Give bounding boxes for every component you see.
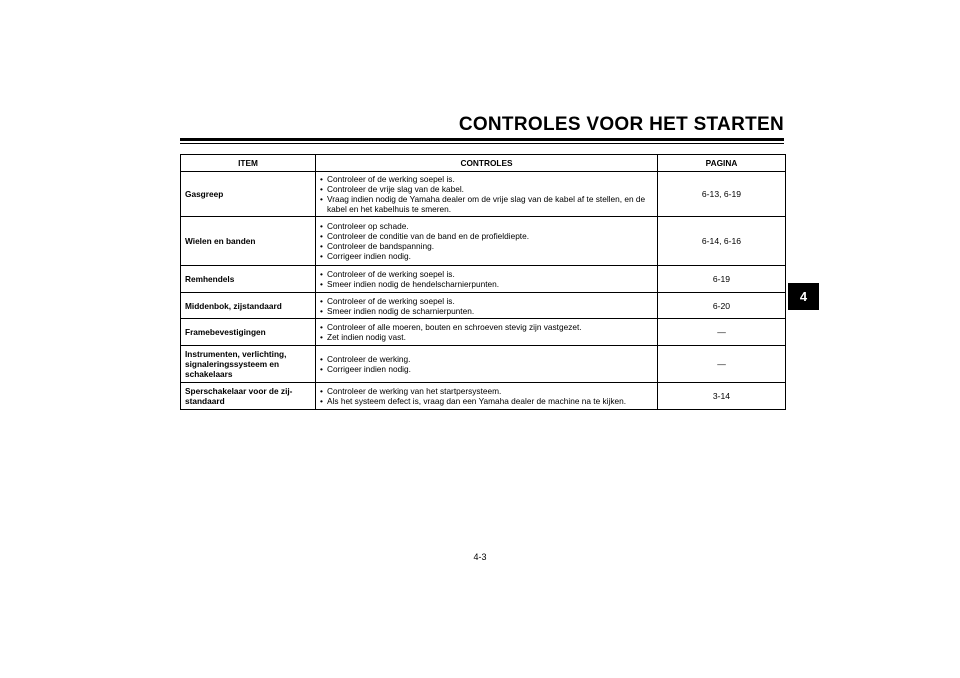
check-list	[320, 296, 652, 316]
table-body	[181, 172, 786, 410]
check-list-item: • Controleer de vrije slag van de kabel.	[320, 184, 652, 194]
item-cell: Middenbok, zijstandaard	[181, 293, 316, 319]
check-list	[320, 174, 652, 214]
table-row	[181, 346, 786, 383]
column-header-item: ITEM	[181, 155, 316, 172]
check-list-item: • Smeer indien nodig de hendelscharnierpunten.	[320, 279, 652, 289]
table-row	[181, 293, 786, 319]
chapter-tab: 4	[788, 283, 819, 310]
check-list-item: • Controleer de bandspanning.	[320, 241, 652, 251]
item-cell: Instrumenten, verlichting, signaleringssysteem en schakelaars	[181, 346, 316, 383]
check-list	[320, 322, 652, 342]
item-cell: Remhendels	[181, 266, 316, 293]
controles-cell	[316, 346, 658, 383]
pre-start-checklist-table	[180, 154, 786, 410]
controles-cell	[316, 319, 658, 346]
check-list-item: • Smeer indien nodig de scharnierpunten.	[320, 306, 652, 316]
controles-cell	[316, 293, 658, 319]
controles-cell	[316, 172, 658, 217]
check-list-item: • Controleer de werking van het startpersysteem.	[320, 386, 652, 396]
page-title: CONTROLES VOOR HET STARTEN	[458, 114, 784, 135]
column-header-pagina: PAGINA	[658, 155, 786, 172]
item-cell: Gasgreep	[181, 172, 316, 217]
check-list	[320, 221, 652, 261]
check-list-item: • Controleer de conditie van de band en de profieldiepte.	[320, 231, 652, 241]
check-list-item: • Als het systeem defect is, vraag dan een Yamaha dealer de machine na te kijken.	[320, 396, 652, 406]
table-row	[181, 266, 786, 293]
controles-cell	[316, 217, 658, 266]
check-list-item: • Controleer de werking.	[320, 354, 652, 364]
pagina-cell: 6-20	[658, 293, 786, 319]
controles-cell	[316, 266, 658, 293]
table-row	[181, 383, 786, 410]
column-header-controles: CONTROLES	[316, 155, 658, 172]
check-list-item: • Controleer of de werking soepel is.	[320, 174, 652, 184]
check-list	[320, 354, 652, 374]
check-list	[320, 269, 652, 289]
table-row	[181, 217, 786, 266]
check-list-item: • Controleer of alle moeren, bouten en schroeven stevig zijn vastgezet.	[320, 322, 652, 332]
item-cell: Wielen en banden	[181, 217, 316, 266]
check-list-item: • Zet indien nodig vast.	[320, 332, 652, 342]
table-header-row	[181, 155, 786, 172]
check-list	[320, 386, 652, 406]
check-list-item: • Controleer op schade.	[320, 221, 652, 231]
check-list-item: • Controleer of de werking soepel is.	[320, 269, 652, 279]
table-row	[181, 172, 786, 217]
page-number: 4-3	[473, 552, 487, 562]
pagina-cell: 6-19	[658, 266, 786, 293]
item-cell: Framebevestigingen	[181, 319, 316, 346]
pagina-cell: 3-14	[658, 383, 786, 410]
pagina-cell: 6-13, 6-19	[658, 172, 786, 217]
pagina-cell: 6-14, 6-16	[658, 217, 786, 266]
title-divider-thin	[180, 143, 784, 144]
title-divider-thick	[180, 138, 784, 141]
pagina-cell: —	[658, 319, 786, 346]
check-list-item: • Corrigeer indien nodig.	[320, 251, 652, 261]
controles-cell	[316, 383, 658, 410]
item-cell: Sperschakelaar voor de zij-standaard	[181, 383, 316, 410]
check-list-item: • Vraag indien nodig de Yamaha dealer om de vrije slag van de kabel af te stellen, en de kabel en het kabelhuis te smeren.	[320, 194, 652, 214]
table-row	[181, 319, 786, 346]
pagina-cell: —	[658, 346, 786, 383]
check-list-item: • Corrigeer indien nodig.	[320, 364, 652, 374]
check-list-item: • Controleer of de werking soepel is.	[320, 296, 652, 306]
